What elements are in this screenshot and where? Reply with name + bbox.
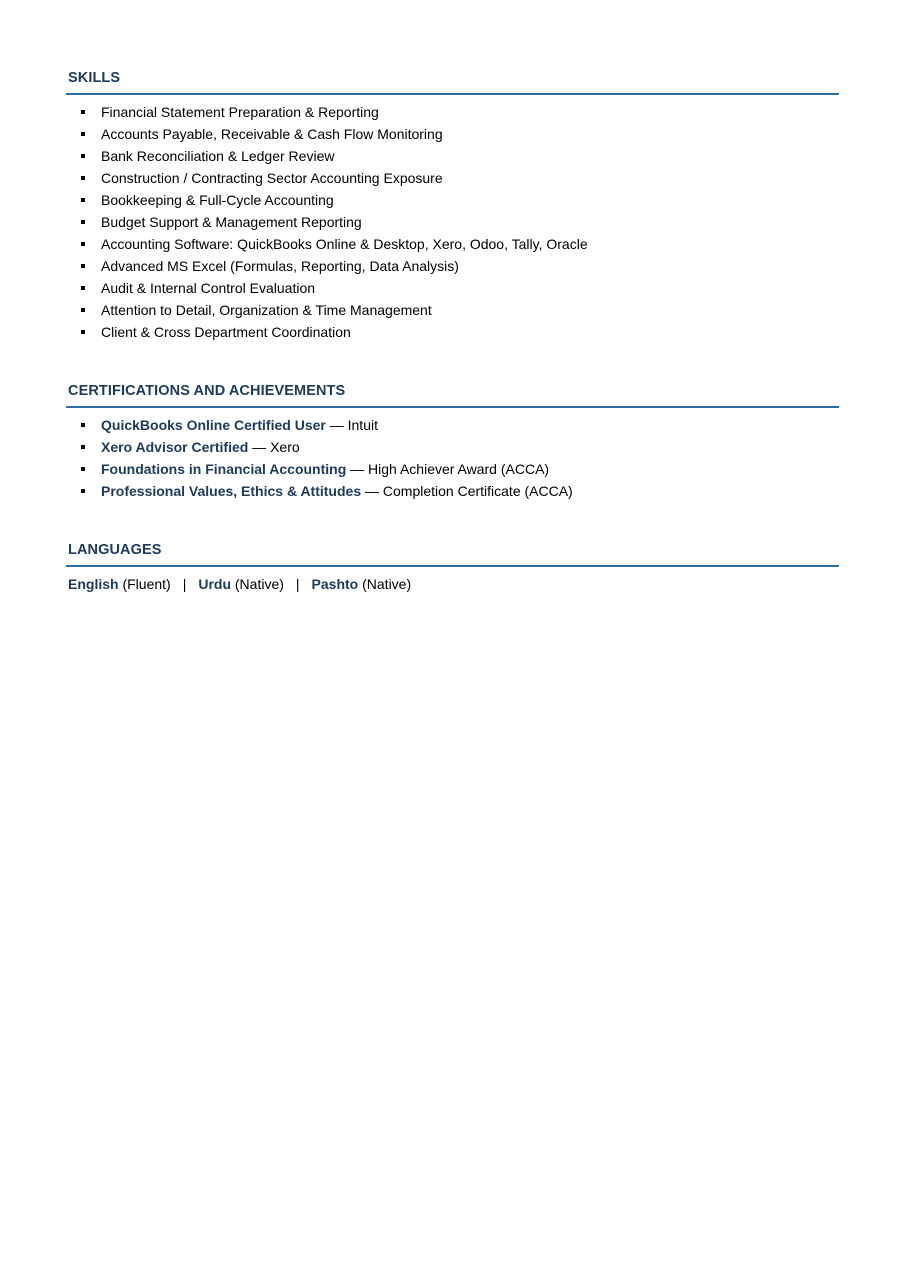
language-level: (Fluent) [118, 576, 171, 592]
certification-name: Foundations in Financial Accounting [101, 461, 347, 477]
skill-item [66, 167, 839, 189]
certifications-list [66, 414, 839, 502]
skill-text: Budget Support & Management Reporting [101, 214, 362, 230]
certification-name: QuickBooks Online Certified User [101, 417, 326, 433]
skill-text: Audit & Internal Control Evaluation [101, 280, 316, 296]
skill-text: Attention to Detail, Organization & Time Management [101, 302, 432, 318]
bullet-icon [81, 423, 85, 427]
certification-detail: — Xero [248, 439, 300, 455]
bullet-icon [81, 308, 85, 312]
skill-item [66, 277, 839, 299]
skill-text: Construction / Contracting Sector Accounting Exposure [101, 170, 443, 186]
skill-text: Financial Statement Preparation & Reporting [101, 104, 379, 120]
skill-text: Accounting Software: QuickBooks Online & Desktop, Xero, Odoo, Tally, Oracle [101, 236, 588, 252]
skill-item [66, 321, 839, 343]
bullet-icon [81, 242, 85, 246]
skill-item [66, 299, 839, 321]
certifications-section [66, 382, 839, 502]
skill-text: Client & Cross Department Coordination [101, 324, 351, 340]
languages-section [66, 541, 839, 595]
skill-item [66, 101, 839, 123]
skill-text: Accounts Payable, Receivable & Cash Flow Monitoring [101, 126, 443, 142]
skill-item [66, 233, 839, 255]
certifications-divider [66, 406, 839, 408]
bullet-icon [81, 489, 85, 493]
bullet-icon [81, 220, 85, 224]
bullet-icon [81, 467, 85, 471]
skills-divider [66, 93, 839, 95]
skill-text: Bookkeeping & Full-Cycle Accounting [101, 192, 334, 208]
languages-heading: LANGUAGES [68, 542, 162, 558]
skill-text: Bank Reconciliation & Ledger Review [101, 148, 335, 164]
skill-item [66, 145, 839, 167]
skill-item [66, 211, 839, 233]
bullet-icon [81, 445, 85, 449]
certification-name: Xero Advisor Certified [101, 439, 249, 455]
bullet-icon [81, 198, 85, 202]
skill-text: Advanced MS Excel (Formulas, Reporting, Data Analysis) [101, 258, 459, 274]
bullet-icon [81, 154, 85, 158]
certification-name: Professional Values, Ethics & Attitudes [101, 483, 362, 499]
certifications-heading: CERTIFICATIONS AND ACHIEVEMENTS [68, 383, 346, 399]
skills-section [66, 69, 839, 343]
skills-heading: SKILLS [68, 70, 121, 86]
bullet-icon [81, 110, 85, 114]
certification-item [66, 458, 839, 480]
bullet-icon [81, 286, 85, 290]
certification-detail: — Intuit [325, 417, 378, 433]
bullet-icon [81, 176, 85, 180]
certification-detail: — High Achiever Award (ACCA) [346, 461, 550, 477]
skill-item [66, 255, 839, 277]
skill-item [66, 123, 839, 145]
certification-item [66, 436, 839, 458]
bullet-icon [81, 330, 85, 334]
certification-detail: — Completion Certificate (ACCA) [361, 483, 573, 499]
language-level: (Native) [231, 576, 284, 592]
certification-item [66, 414, 839, 436]
bullet-icon [81, 264, 85, 268]
language-separator: | [295, 576, 300, 592]
languages-divider [66, 565, 839, 567]
language-level: (Native) [358, 576, 412, 592]
bullet-icon [81, 132, 85, 136]
skills-list [66, 101, 839, 343]
language-name: Pashto [311, 576, 359, 592]
languages-line [68, 573, 839, 595]
certification-item [66, 480, 839, 502]
skill-item [66, 189, 839, 211]
language-separator: | [182, 576, 187, 592]
language-name: English [68, 576, 119, 592]
language-name: Urdu [198, 576, 231, 592]
